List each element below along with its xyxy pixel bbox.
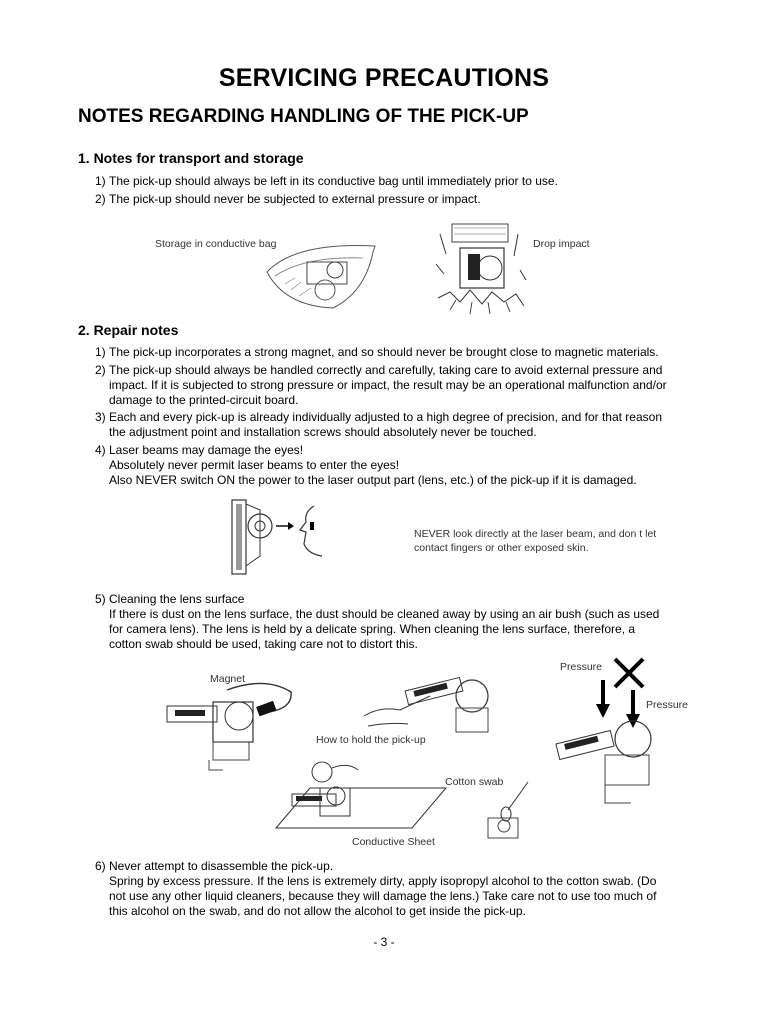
item-number: 1) [95,345,106,359]
conductive-bag-illustration [255,232,385,312]
item-line: Cleaning the lens surface [109,592,245,606]
hold-pickup-illustration [360,666,500,741]
item-text: The pick-up should always be left in its conductive bag until immediately prior to use. [109,174,558,188]
item-line: Absolutely never permit laser beams to enter the eyes! [109,458,400,472]
item-line: cotton swab should be used, taking care not to distort this. [109,637,418,651]
item-number: 5) [95,592,106,606]
section2-item-1 [95,345,715,360]
drop-impact-illustration [430,214,530,319]
item-line: damage to the printed-circuit board. [109,393,299,407]
item-line: Spring by excess pressure. If the lens is extremely dirty, apply isopropyl alcohol to the cotton swab. (Do [109,874,657,888]
laser-caption-line2: contact fingers or other exposed skin. [414,542,589,554]
page-title: SERVICING PRECAUTIONS [218,64,550,92]
item-number: 2) [95,363,106,377]
laser-eye-illustration [228,496,328,581]
section1-item-1 [95,174,715,189]
pressure-caption-2: Pressure [646,699,689,711]
storage-caption: Storage in conductive bag [155,238,277,250]
item-line: impact. If it is subjected to strong pressure or impact, the result may be an operational malfunction and/or [109,378,667,392]
item-line: for camera lens). The lens is held by a delicate spring. When cleaning the lens surface, therefore, a [109,622,636,636]
magnet-caption: Magnet [210,673,246,685]
item-line: not use any other liquid cleaners, because they will damage the lens.) Take care not to use too much of [109,889,657,903]
item-line: this alcohol on the swab, and do not allow the alcohol to get inside the pick-up. [109,904,526,918]
item-line: If there is dust on the lens surface, the dust should be cleaned away by using an air bush (such as used [109,607,660,621]
item-line: the adjustment point and installation screws should absolutely never be touched. [109,425,537,439]
section2-item-6 [95,859,715,919]
drop-caption: Drop impact [533,238,590,250]
pressure-caption-1: Pressure [560,661,603,673]
item-line: Laser beams may damage the eyes! [109,443,304,457]
section2-heading: 2. Repair notes [78,322,179,338]
item-line: Never attempt to disassemble the pick-up. [109,859,334,873]
item-number: 1) [95,174,106,188]
section2-item-5 [95,592,715,652]
hold-caption: How to hold the pick-up [316,734,426,746]
section2-item-3 [95,410,715,440]
section1-item-2 [95,192,715,207]
pressure-pickup-illustration [555,715,665,810]
swab-caption: Cotton swab [445,776,504,788]
page-subtitle: NOTES REGARDING HANDLING OF THE PICK-UP [78,106,529,127]
page-number: - 3 - [373,935,395,949]
section1-heading: 1. Notes for transport and storage [78,150,304,166]
item-line: The pick-up should always be handled correctly and carefully, taking care to avoid external pressure and [109,363,663,377]
section2-item-4 [95,443,715,488]
conductive-sheet-illustration [270,758,450,840]
item-number: 2) [95,192,106,206]
item-number: 3) [95,410,106,424]
item-text: The pick-up should never be subjected to external pressure or impact. [109,192,481,206]
laser-caption-line1: NEVER look directly at the laser beam, and don t let [414,528,657,540]
item-line: Each and every pick-up is already individually adjusted to a high degree of precision, and for that reason [109,410,663,424]
item-number: 4) [95,443,106,457]
sheet-caption: Conductive Sheet [352,836,435,848]
pressure-arrow-icon [596,680,610,718]
item-line: The pick-up incorporates a strong magnet, and so should never be brought close to magnetic materials. [109,345,659,359]
item-number: 6) [95,859,106,873]
section2-item-2 [95,363,715,408]
item-line: Also NEVER switch ON the power to the laser output part (lens, etc.) of the pick-up if it is damaged. [109,473,637,487]
cotton-swab-illustration [478,780,538,840]
prohibited-x-icon [612,656,646,690]
